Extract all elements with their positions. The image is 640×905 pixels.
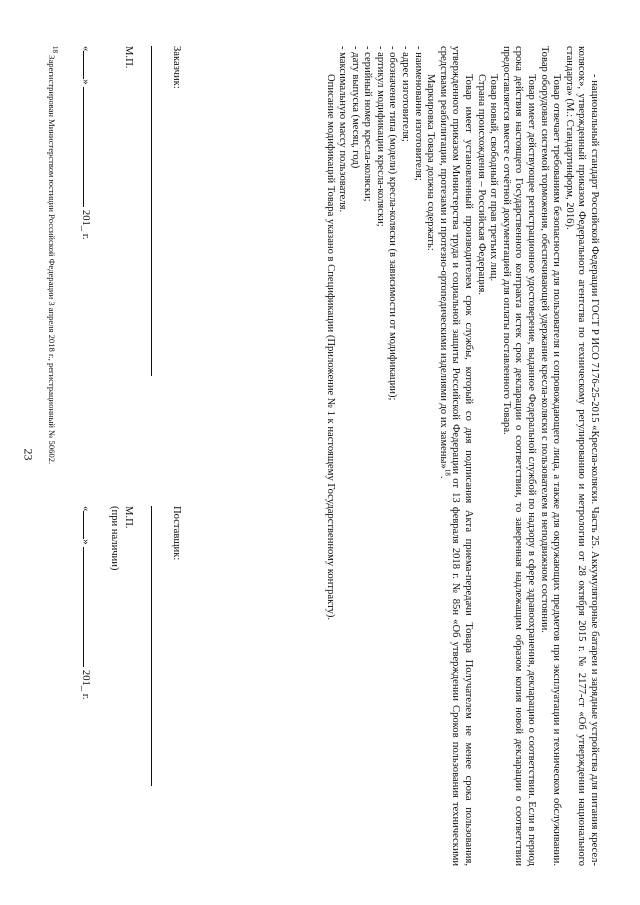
footnote-number: 18 [50,46,59,53]
customer-date-line: «» 201_ г. [78,46,94,240]
footnote-reference: 18 [443,468,452,476]
document-body [323,46,600,866]
marking-item: - дату выпуска (месяц, год) [349,46,361,169]
service-life-text: Товар имеет установленный производителем срок службы, который со дня подписания Акта приема-передачи Товара Получателем не менее срока пользования, утвержденного приказом Министерства труда и социальной защиты Российской Федерации от 13 февраля 2018 г. № 85н «Об утверждении Сроков пользования техническими средствами реабилитации, протезами и протезно-ортопедическими изделиями до их замены» [437,46,475,866]
marking-item: - адрес изготовителя; [400,46,412,142]
supplier-stamp-note: (при наличии) [109,506,120,571]
customer-signature [62,46,182,406]
supplier-signature-line [151,506,152,786]
paragraph-registration: Товар имеет действующее регистрационное удостоверение, выданное Федеральной службой по надзору в сфере здравоохранения, декларацию о соответствии. Если в период срока действия настоящего Государственного контракта истек срок декларации о соответствии, то заверенная надлежащим образом копия новой декларации о соответствии предоставляется вместе с отчётной документацией для оплаты поставленного Товара. [500,46,538,866]
supplier-signature [62,446,182,806]
customer-signature-line [151,46,152,376]
paragraph-marking-title: Маркировка Товара должна содержать: [425,74,437,251]
paragraph-safety: Товар отвечает требованиям безопасности для пользователя и сопровождающего лица, а также для окружающих предметов при эксплуатации и техническом обслуживании. Товар оборудован системой торможения, обеспечивающей удержание кресла-коляски с пользователем в неподвижном состоянии. [538,46,563,866]
paragraph-standard: - национальный стандарт Российской Федерации ГОСТ Р ИСО 7176-25-2015 «Кресла-коляски. Часть 25. Аккумуляторные батареи и зарядные устройства для питания кресел-колясок», утвержденный приказом Федерального агентства по техническому регулированию и метрологии от 28 октября 2015 г. № 2177-ст «Об утверждении национального стандарта» (М.: Стандартинформ, 2016). [563,46,600,866]
paragraph-new-goods: Товар новый, свободный от прав третьих лиц. [488,74,500,282]
marking-item: - максимальную массу пользователя. [337,46,349,213]
supplier-stamp-label: М.П. [123,506,134,529]
footnote-text: Зарегистрирован Министерством юстиции Российской Федерации 3 апреля 2018 г., регистрационный № 50602. [47,55,57,465]
rotated-page-content [40,28,600,878]
marking-item: - артикул модификации кресла-коляски; [374,46,386,227]
supplier-date-line: «» 201_ г. [78,506,94,700]
marking-item: - наименование изготовителя; [412,46,424,181]
page-number: 23 [21,448,36,461]
supplier-label: Поставщик: [171,506,182,561]
customer-stamp-label: М.П. [123,46,134,69]
marking-item: - серийный номер кресла-коляски; [362,46,374,202]
signature-block [62,46,182,866]
footnote [47,46,57,464]
paragraph-origin: Страна происхождения – Российская Федерация. [475,74,487,296]
paragraph-modifications: Описание модификаций Товара указано в Спецификации (Приложение № 1 к настоящему Государственному контракту). [324,74,336,621]
marking-item: - обозначение типа (модели) кресла-коляски (в зависимости от модификации); [387,46,399,401]
paragraph-service-life: Товар имеет установленный производителем срок службы, который со дня подписания Акта приема-передачи Товара Получателем не менее срока пользования, утвержденного приказом Министерства труда и социальной защиты Российской Федерации от 13 февраля 2018 г. № 85н «Об утверждении Сроков пользования техническими средствами реабилитации, протезами и протезно-ортопедическими изделиями до их замены»$^{18}$. [437,46,475,866]
customer-label: Заказчик: [171,46,182,89]
